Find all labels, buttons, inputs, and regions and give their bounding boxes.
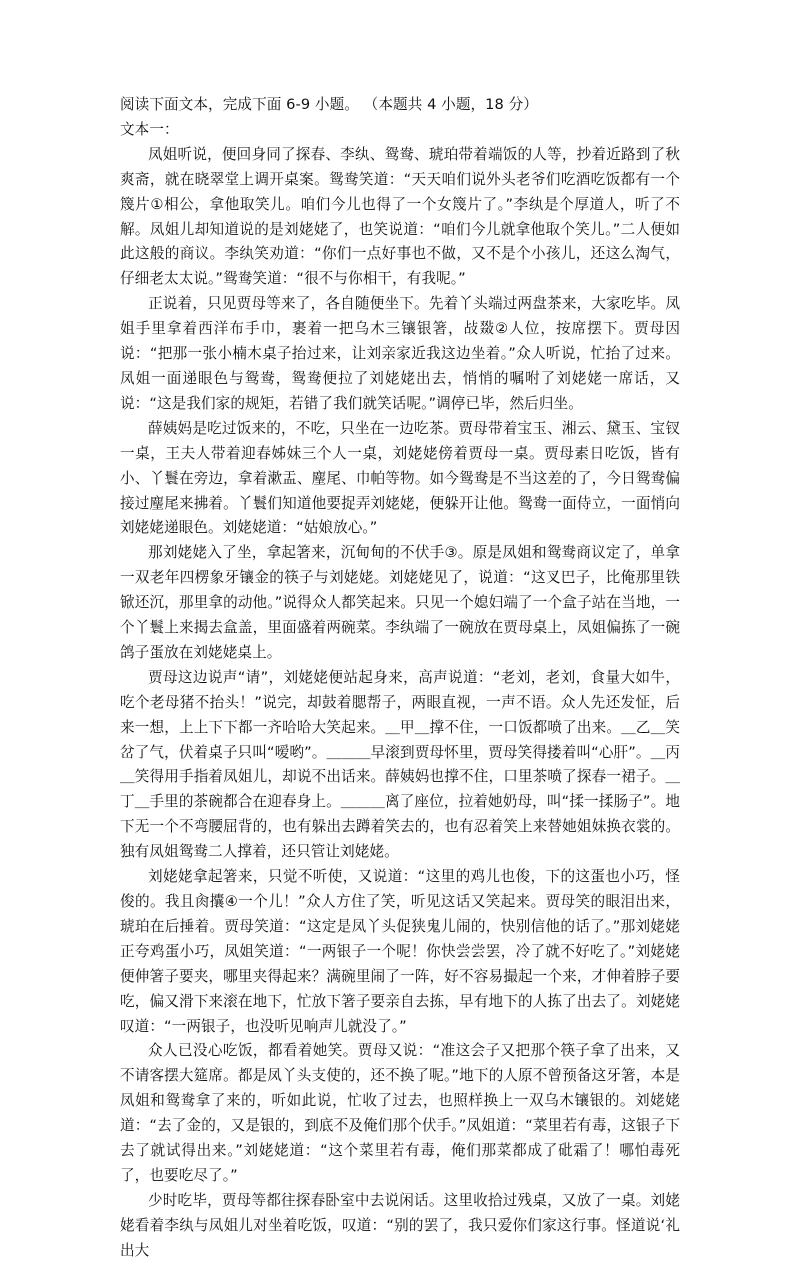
text-one-label: 文本一： [120, 120, 179, 138]
paragraph: 薛姨妈是吃过饭来的，不吃，只坐在一边吃茶。贾母带着宝玉、湘云、黛玉、宝钗一桌，王夫人带着迎春姊妹三个人一桌，刘姥姥傍着贾母一桌。贾母素日吃饭，皆有小、丫鬟在旁边，拿着漱盂、麈尾、巾帕等物。如今鸳鸯是不当这差的了，今日鸳鸯偏接过麈尾来拂着。丫鬟们知道他要捉弄刘姥姥，便躲开让他。鸳鸯一面侍立，一面悄向刘姥姥递眼色。刘姥姥道：“姑娘放心。” [120, 419, 680, 537]
paragraph: 凤姐听说，便回身同了探春、李纨、鸳鸯、琥珀带着端饭的人等，抄着近路到了秋爽斋，就在晓翠堂上调开桌案。鸳鸯笑道：“天天咱们说外头老爷们吃酒吃饭都有一个篾片①相公，拿他取笑儿。咱们今儿也得了一个女篾片了。”李纨是个厚道人，听了不解。凤姐儿却知道说的是刘姥姥了，也笑说道：“咱们今儿就拿他取个笑儿。”二人便如此这般的商议。李纨笑劝道：“你们一点好事也不做，又不是个小孩儿，还这么淘气，仔细老太太说。”鸳鸯笑道：“很不与你相干，有我呢。” [120, 145, 680, 288]
article-text [120, 93, 680, 1264]
paragraph: 少时吃毕，贾母等都往探春卧室中去说闲话。这里收拾过残桌，又放了一桌。刘姥姥看着李纨与凤姐儿对坐着吃饭，叹道：“别的罢了，我只爱你们家这行事。怪道说‘礼出大 [120, 1191, 680, 1259]
question-header: 阅读下面文本，完成下面 6-9 小题。 （本题共 4 小题，18 分） [120, 96, 538, 113]
paragraph: 贾母这边说声“请”，刘姥姥便站起身来，高声说道：“老刘，老刘，食量大如牛，吃个老母猪不抬头！”说完，却鼓着腮帮子，两眼直视，一声不语。众人先还发怔，后来一想，上上下下都一齐哈哈大笑起来。＿甲＿撑不住，一口饭都喷了出来。＿乙＿笑岔了气，伏着桌子只叫“嗳哟”。＿＿＿早滚到贾母怀里，贾母笑得搂着叫“心肝”。＿丙＿笑得用手指着凤姐儿，却说不出话来。薛姨妈也撑不住，口里茶喷了探春一裙子。＿丁＿手里的茶碗都合在迎春身上。＿＿＿离了座位，拉着她奶母，叫“揉一揉肠子”。地下无一个不弯腰屈背的，也有躲出去蹲着笑去的，也有忍着笑上来替她姐妹换衣裳的。独有凤姐鸳鸯二人撑着，还只管让刘姥姥。 [120, 668, 680, 861]
paragraph: 正说着，只见贾母等来了，各自随便坐下。先着丫头端过两盘茶来，大家吃毕。凤姐手里拿着西洋布手巾，裹着一把乌木三镶银箸，敁敠②人位，按席摆下。贾母因说：“把那一张小楠木桌子抬过来，让刘亲家近我这边坐着。”众人听说，忙抬了过来。凤姐一面递眼色与鸳鸯，鸳鸯便拉了刘姥姥出去，悄悄的嘱咐了刘姥姥一席话，又说：“这是我们家的规矩，若错了我们就笑话呢。”调停已毕，然后归坐。 [120, 295, 680, 412]
paragraph: 刘姥姥拿起箸来，只觉不听使，又说道：“这里的鸡儿也俊，下的这蛋也小巧，怪俊的。我且肏攮④一个儿！”众人方住了笑，听见这话又笑起来。贾母笑的眼泪出来，琥珀在后捶着。贾母笑道：“这定是凤丫头促狭鬼儿闹的，快别信他的话了。”那刘姥姥正夸鸡蛋小巧，凤姐笑道：“一两银子一个呢！你快尝尝罢，冷了就不好吃了。”刘姥姥便伸箸子要夹，哪里夹得起来？满碗里闹了一阵，好不容易撮起一个来，才伸着脖子要吃，偏又滑下来滚在地下，忙放下箸子要亲自去拣，早有地下的人拣了出去了。刘姥姥叹道：“一两银子，也没听见响声儿就没了。” [120, 868, 680, 1035]
paragraph: 那刘姥姥入了坐，拿起箸来，沉甸甸的不伏手③。原是凤姐和鸳鸯商议定了，单拿一双老年四楞象牙镶金的筷子与刘姥姥。刘姥姥见了，说道：“这叉巴子，比俺那里铁锨还沉，那里拿的动他。”说得众人都笑起来。只见一个媳妇端了一个盒子站在当地，一个丫鬟上来揭去盒盖，里面盛着两碗菜。李纨端了一碗放在贾母桌上，凤姐偏拣了一碗鸽子蛋放在刘姥姥桌上。 [120, 544, 680, 661]
paragraph: 众人已没心吃饭，都看着她笑。贾母又说：“准这会子又把那个筷子拿了出来，又不请客摆大筵席。都是凤丫头支使的，还不换了呢。”地下的人原不曾预备这牙箸，本是凤姐和鸳鸯拿了来的，听如此说，忙收了过去，也照样换上一双乌木镶银的。刘姥姥道：“去了金的，又是银的，到底不及俺们那个伏手。”凤姐道：“菜里若有毒，这银子下去了就试得出来。”刘姥姥道：“这个菜里若有毒，俺们那菜都成了砒霜了！哪怕毒死了，也要吃尽了。” [120, 1042, 680, 1184]
